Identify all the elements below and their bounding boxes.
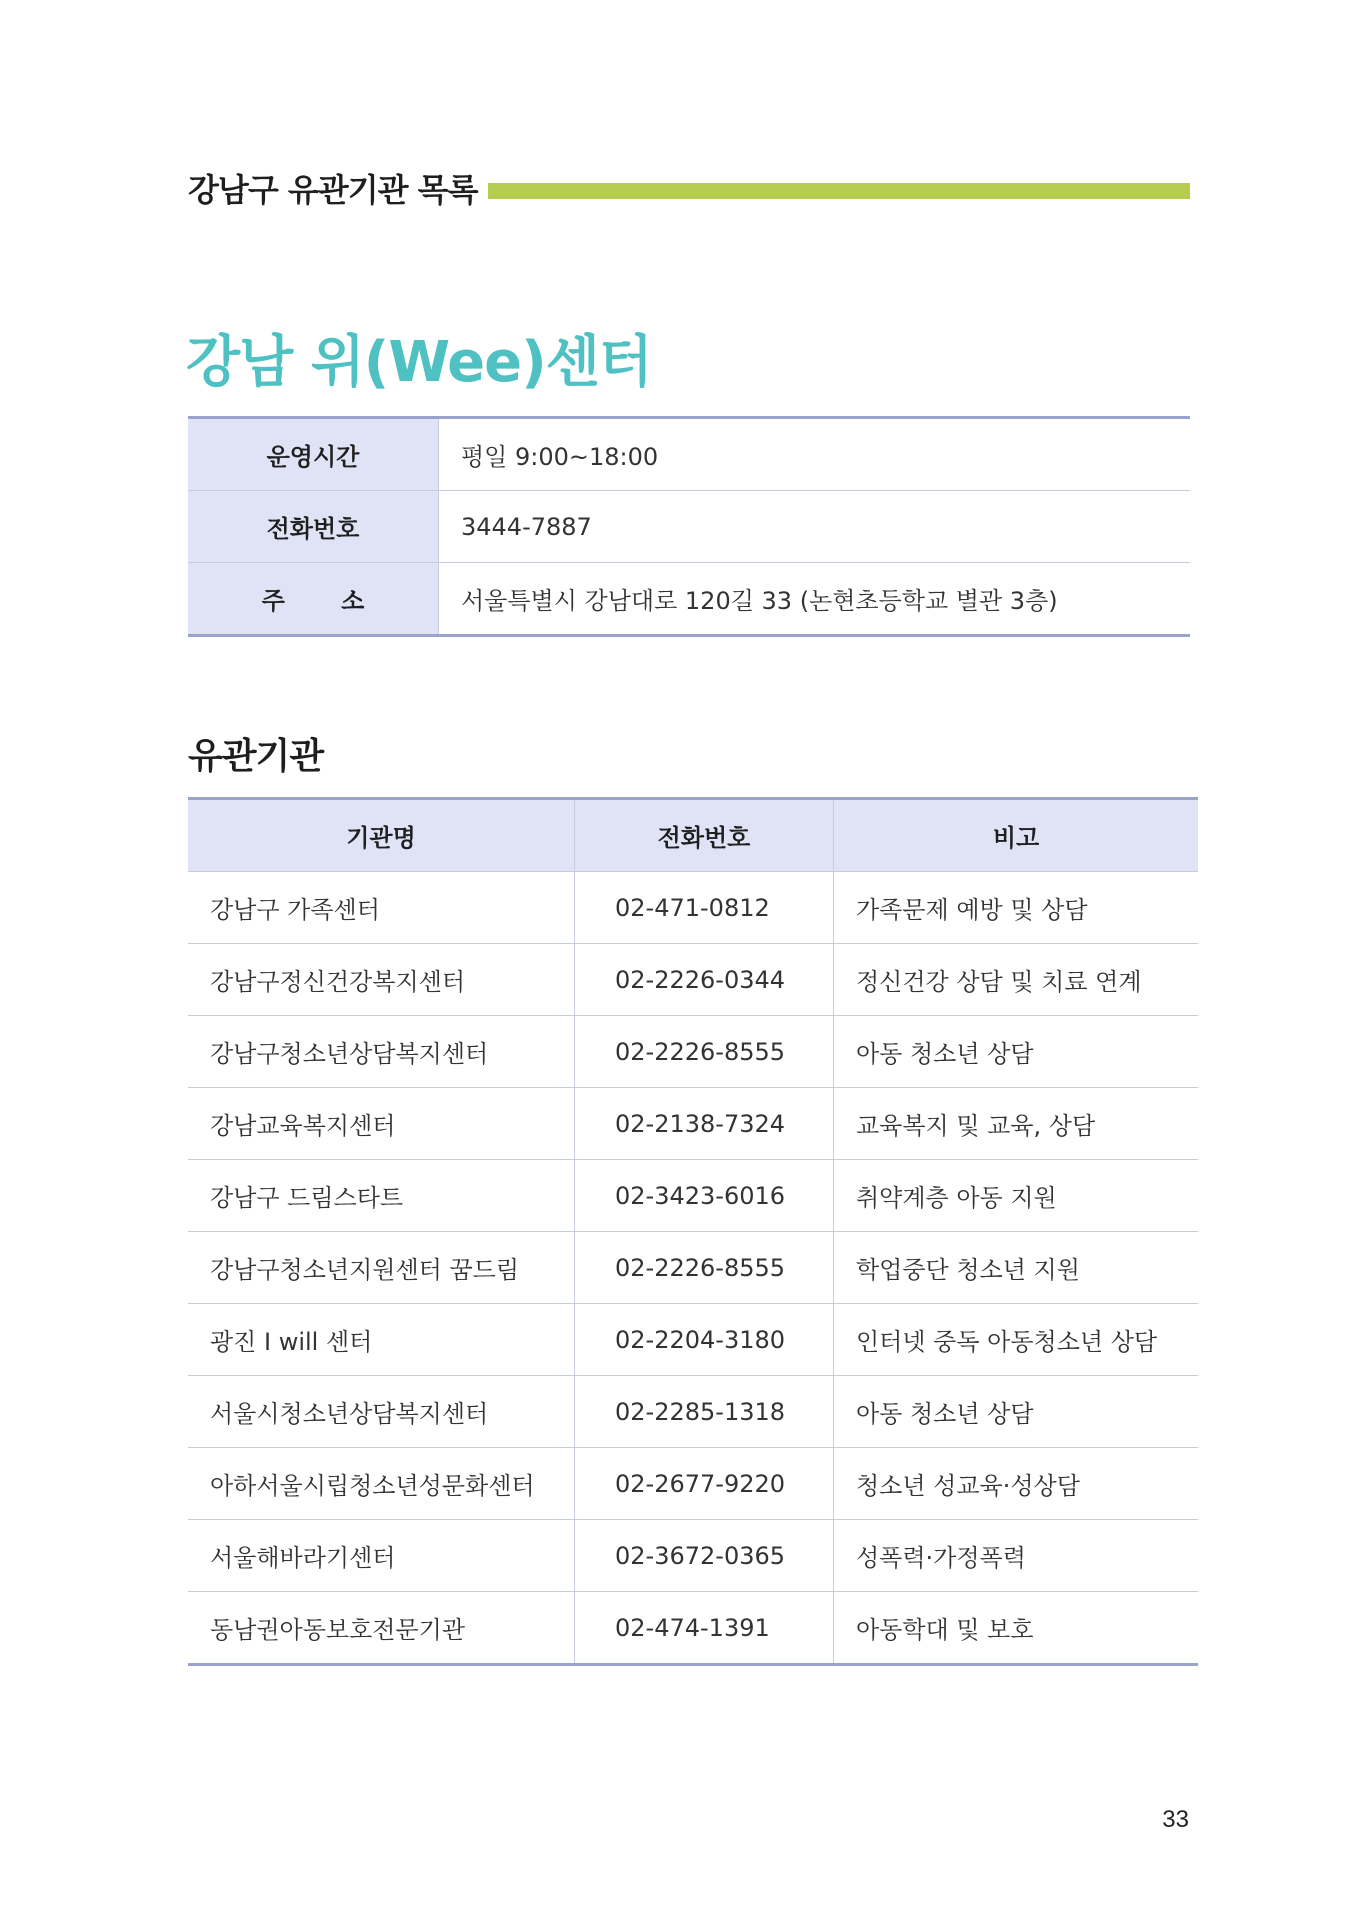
org-phone: 02-474-1391	[575, 1592, 834, 1665]
info-row-address	[188, 563, 1190, 636]
table-row	[188, 1016, 1198, 1088]
table-header-row	[188, 799, 1198, 872]
org-phone: 02-471-0812	[575, 872, 834, 944]
info-label-hours: 운영시간	[188, 418, 439, 491]
table-row	[188, 1232, 1198, 1304]
center-title: 강남 위(Wee)센터	[186, 330, 652, 395]
org-note: 학업중단 청소년 지원	[834, 1232, 1199, 1304]
table-row	[188, 872, 1198, 944]
table-row	[188, 1088, 1198, 1160]
org-name: 강남구청소년지원센터 꿈드림	[188, 1232, 575, 1304]
org-phone: 02-3423-6016	[575, 1160, 834, 1232]
info-label-address	[188, 563, 439, 636]
table-row	[188, 1304, 1198, 1376]
info-label-address-text: 주 소	[261, 587, 365, 615]
org-note: 아동학대 및 보호	[856, 1616, 1034, 1644]
org-name: 강남구 드림스타트	[188, 1160, 575, 1232]
org-name: 서울해바라기센터	[188, 1520, 575, 1592]
org-note: 인터넷 중독 아동청소년 상담	[834, 1304, 1199, 1376]
org-phone: 02-2226-8555	[575, 1232, 834, 1304]
org-name: 동남권아동보호전문기관	[188, 1592, 575, 1665]
table-row	[188, 944, 1198, 1016]
table-row	[188, 1592, 1198, 1665]
column-header-phone: 전화번호	[575, 799, 834, 872]
table-row	[188, 1376, 1198, 1448]
info-row-phone	[188, 491, 1190, 563]
org-name: 강남교육복지센터	[188, 1088, 575, 1160]
org-note: 아동 청소년 상담	[834, 1376, 1199, 1448]
info-value-hours: 평일 9:00~18:00	[439, 418, 1191, 491]
header-accent-bar	[488, 183, 1191, 199]
table-row	[188, 1160, 1198, 1232]
org-phone: 02-2285-1318	[575, 1376, 834, 1448]
org-note: 정신건강 상담 및 치료 연계	[834, 944, 1199, 1016]
related-org-table	[188, 797, 1198, 1666]
center-info-table	[188, 416, 1190, 637]
info-row-hours	[188, 418, 1190, 491]
org-name: 강남구 가족센터	[188, 872, 575, 944]
info-value-address: 서울특별시 강남대로 120길 33 (논현초등학교 별관 3층)	[461, 587, 1058, 615]
table-row	[188, 1520, 1198, 1592]
org-name: 아하서울시립청소년성문화센터	[188, 1448, 575, 1520]
org-note: 아동 청소년 상담	[834, 1016, 1199, 1088]
org-name: 강남구정신건강복지센터	[188, 944, 575, 1016]
org-note: 교육복지 및 교육, 상담	[834, 1088, 1199, 1160]
org-phone: 02-2677-9220	[575, 1448, 834, 1520]
org-note: 성폭력·가정폭력	[834, 1520, 1199, 1592]
table-row	[188, 1448, 1198, 1520]
org-note: 취약계층 아동 지원	[834, 1160, 1199, 1232]
org-name: 광진 I will 센터	[188, 1304, 575, 1376]
org-note: 가족문제 예방 및 상담	[834, 872, 1199, 944]
column-header-name: 기관명	[188, 799, 575, 872]
section-title-related: 유관기관	[188, 736, 324, 777]
org-phone: 02-2138-7324	[575, 1088, 834, 1160]
info-value-phone: 3444-7887	[439, 491, 1191, 563]
org-phone: 02-2204-3180	[575, 1304, 834, 1376]
column-header-note: 비고	[834, 799, 1199, 872]
org-phone: 02-2226-0344	[575, 944, 834, 1016]
org-phone: 02-3672-0365	[575, 1520, 834, 1592]
page-number: 33	[1162, 1806, 1189, 1833]
org-phone: 02-2226-8555	[575, 1016, 834, 1088]
org-name: 강남구청소년상담복지센터	[188, 1016, 575, 1088]
info-label-phone: 전화번호	[188, 491, 439, 563]
page-header	[188, 166, 1190, 210]
org-note: 청소년 성교육·성상담	[834, 1448, 1199, 1520]
org-name: 서울시청소년상담복지센터	[188, 1376, 575, 1448]
header-title: 강남구 유관기관 목록	[188, 171, 478, 209]
